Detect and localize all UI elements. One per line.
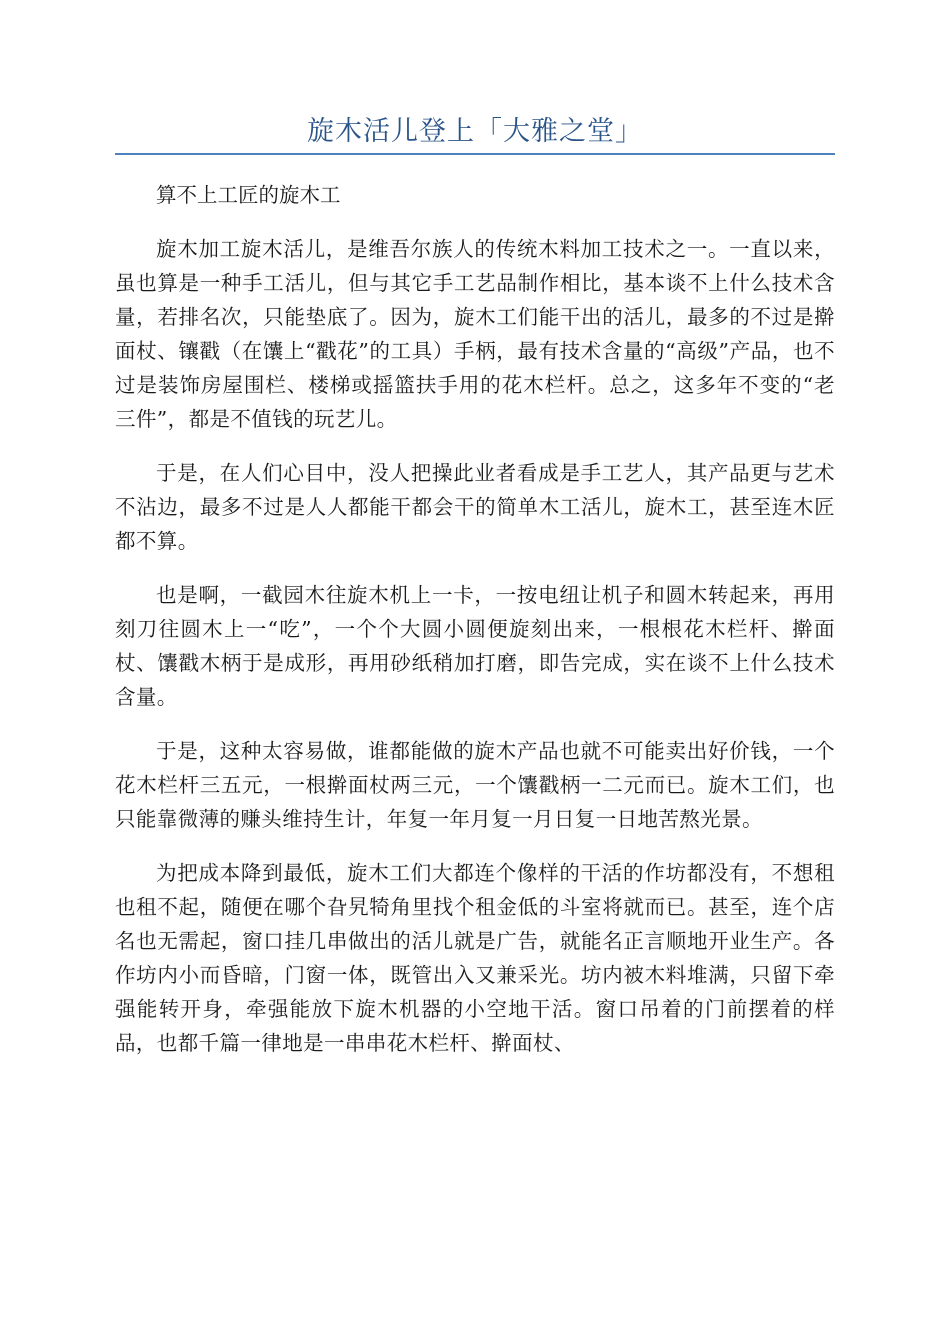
paragraph: 为把成本降到最低，旋木工们大都连个像样的干活的作坊都没有，不想租也租不起，随便在哪个旮旯犄角里找个租金低的斗室将就而已。甚至，连个店名也无需起，窗口挂几串做出的活儿就是广告，就能名正言顺地开业生产。各作坊内小而昏暗，门窗一体，既管出入又兼采光。坊内被木料堆满，只留下牵强能转开身，牵强能放下旋木机器的小空地干活。窗口吊着的门前摆着的样品，也都千篇一律地是一串串花木栏杆、擀面杖、 [115, 861, 835, 1055]
section-subheading: 算不上工匠的旋木工 [156, 183, 341, 207]
document-body [115, 178, 835, 1080]
page-title: 旋木活儿登上「大雅之堂」 [307, 116, 643, 147]
title-underline [115, 153, 835, 155]
paragraph: 于是，在人们心目中，没人把操此业者看成是手工艺人，其产品更与艺术不沾边，最多不过是人人都能干都会干的简单木工活儿，旋木工，甚至连木匠都不算。 [115, 461, 835, 553]
paragraph: 于是，这种太容易做，谁都能做的旋木产品也就不可能卖出好价钱，一个花木栏杆三五元，一根擀面杖两三元，一个馕戳柄一二元而已。旋木工们，也只能靠微薄的赚头维持生计，年复一年月复一月日复一日地苦熬光景。 [115, 739, 835, 831]
paragraph: 旋木加工旋木活儿，是维吾尔族人的传统木料加工技术之一。一直以来，虽也算是一种手工活儿，但与其它手工艺品制作相比，基本谈不上什么技术含量，若排名次，只能垫底了。因为，旋木工们能干出的活儿，最多的不过是擀面杖、镶戳（在馕上“戳花”的工具）手柄，最有技术含量的“高级”产品，也不过是装饰房屋围栏、楼梯或摇篮扶手用的花木栏杆。总之，这多年不变的“老三件”，都是不值钱的玩艺儿。 [115, 237, 835, 431]
paragraph: 也是啊，一截园木往旋木机上一卡，一按电纽让机子和圆木转起来，再用刻刀往圆木上一“吃”，一个个大圆小圆便旋刻出来，一根根花木栏杆、擀面杖、馕戳木柄于是成形，再用砂纸稍加打磨，即告完成，实在谈不上什么技术含量。 [115, 583, 835, 709]
